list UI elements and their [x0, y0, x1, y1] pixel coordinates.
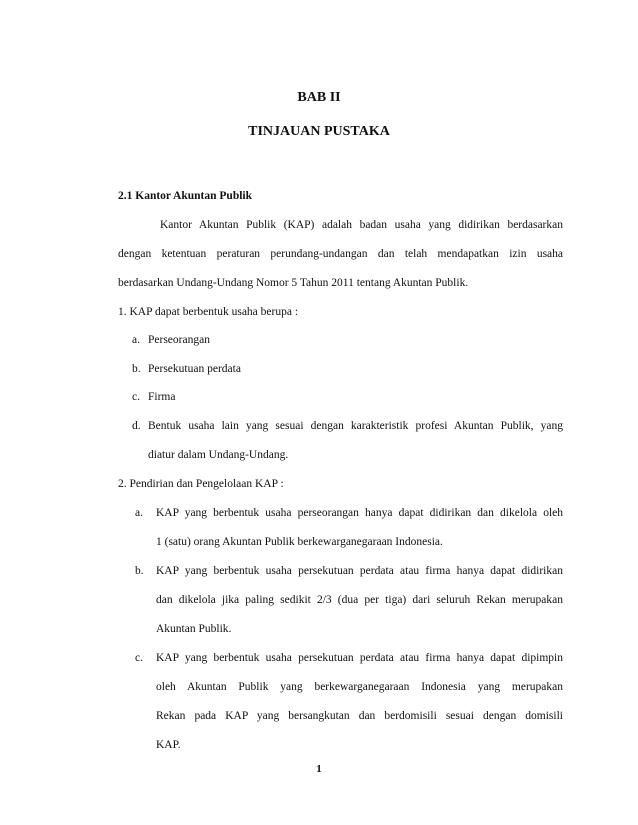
- paragraph-line-1: Kantor Akuntan Publik (KAP) adalah badan usaha yang didirikan berdasarkan: [160, 219, 563, 231]
- point-2-item-c-line-4: KAP.: [156, 739, 181, 751]
- point-2-item-c-marker: c.: [135, 652, 143, 664]
- point-2-item-c-line-1: KAP yang berbentuk usaha persekutuan perdata atau firma hanya dapat dipimpin: [156, 652, 563, 664]
- point-1-item-d-marker: d.: [132, 420, 141, 432]
- point-2-item-b-line-3: Akuntan Publik.: [156, 623, 232, 635]
- point-1-item-a-text: Perseorangan: [148, 334, 210, 346]
- point-2-item-b-line-2: dan dikelola jika paling sedikit 2/3 (dua per tiga) dari seluruh Rekan merupakan: [156, 594, 563, 606]
- chapter-subtitle: TINJAUAN PUSTAKA: [248, 124, 390, 139]
- point-1-item-c-text: Firma: [148, 391, 176, 403]
- paragraph-line-2: dengan ketentuan peraturan perundang-undangan dan telah mendapatkan izin usaha: [118, 248, 563, 260]
- point-1-item-d-line-2: diatur dalam Undang-Undang.: [148, 449, 289, 461]
- point-1-label: 1. KAP dapat berbentuk usaha berupa :: [118, 306, 299, 318]
- point-2-item-a-line-1: KAP yang berbentuk usaha perseorangan hanya dapat didirikan dan dikelola oleh: [156, 507, 563, 519]
- point-1-item-c-marker: c.: [132, 391, 140, 403]
- point-2-label: 2. Pendirian dan Pengelolaan KAP :: [118, 478, 284, 490]
- point-2-item-c-line-3: Rekan pada KAP yang bersangkutan dan berdomisili sesuai dengan domisili: [156, 710, 563, 722]
- point-2-item-b-marker: b.: [135, 565, 144, 577]
- page-number: 1: [316, 763, 322, 775]
- point-1-item-b-marker: b.: [132, 363, 141, 375]
- paragraph-line-3: berdasarkan Undang-Undang Nomor 5 Tahun 2011 tentang Akuntan Publik.: [118, 277, 469, 289]
- point-2-item-a-line-2: 1 (satu) orang Akuntan Publik berkewarganegaraan Indonesia.: [156, 536, 443, 548]
- point-1-item-a-marker: a.: [132, 334, 140, 346]
- point-1-item-d-line-1: Bentuk usaha lain yang sesuai dengan karakteristik profesi Akuntan Publik, yang: [148, 420, 563, 432]
- chapter-title: BAB II: [297, 90, 341, 105]
- point-2-item-c-line-2: oleh Akuntan Publik yang berkewarganegaraan Indonesia yang merupakan: [156, 681, 563, 693]
- point-1-item-b-text: Persekutuan perdata: [148, 363, 241, 375]
- point-2-item-a-marker: a.: [135, 507, 143, 519]
- point-2-item-b-line-1: KAP yang berbentuk usaha persekutuan perdata atau firma hanya dapat didirikan: [156, 565, 563, 577]
- section-heading: 2.1 Kantor Akuntan Publik: [118, 190, 253, 202]
